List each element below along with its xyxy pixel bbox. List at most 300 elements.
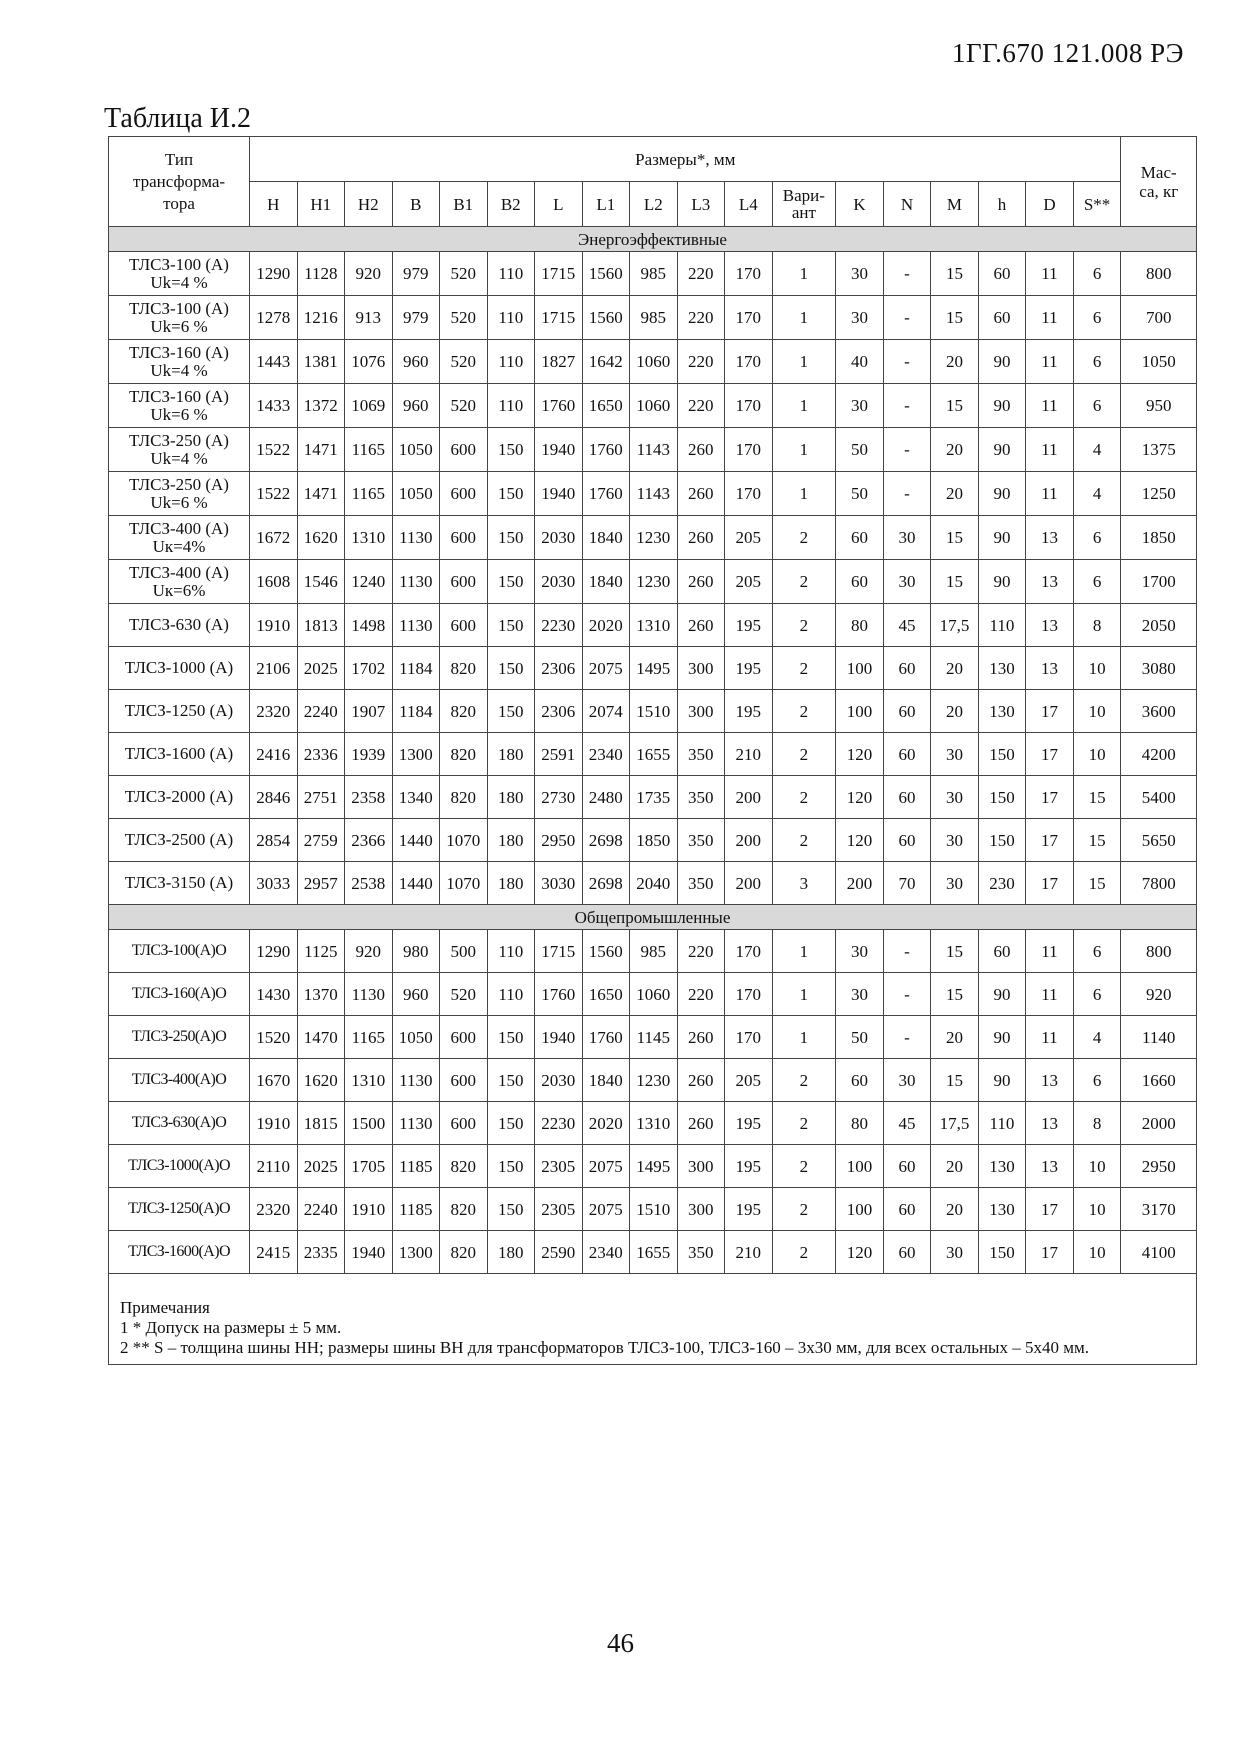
table-cell: 1145 — [630, 1016, 678, 1059]
table-cell: 17 — [1026, 776, 1074, 819]
table-cell: 1300 — [392, 1231, 440, 1274]
table-cell: 820 — [440, 690, 488, 733]
table-cell: 130 — [978, 647, 1026, 690]
table-cell: 2020 — [582, 1102, 630, 1145]
table-cell: 220 — [677, 384, 725, 428]
table-cell: 60 — [883, 1145, 931, 1188]
table-cell: 15 — [1073, 776, 1121, 819]
transformer-type: ТЛСЗ-1000 (А) — [109, 647, 250, 690]
table-cell: 1560 — [582, 296, 630, 340]
table-cell: 2230 — [535, 1102, 583, 1145]
table-cell: 600 — [440, 428, 488, 472]
table-cell: 1650 — [582, 384, 630, 428]
table-cell: 90 — [978, 560, 1026, 604]
table-cell: 2306 — [535, 690, 583, 733]
table-cell: 1813 — [297, 604, 345, 647]
table-cell: - — [883, 1016, 931, 1059]
table-cell: 100 — [836, 690, 884, 733]
table-cell: 1300 — [392, 733, 440, 776]
table-cell: 150 — [978, 1231, 1026, 1274]
table-cell: 820 — [440, 1188, 488, 1231]
table-cell: 2950 — [1121, 1145, 1196, 1188]
table-row — [109, 862, 1196, 905]
table-cell: - — [883, 973, 931, 1016]
table-cell: 1560 — [582, 252, 630, 296]
table-cell: 1735 — [630, 776, 678, 819]
table-cell: 2538 — [345, 862, 393, 905]
transformer-type: ТЛСЗ-400(А)О — [109, 1059, 250, 1102]
table-cell: 6 — [1073, 252, 1121, 296]
table-cell: 960 — [392, 973, 440, 1016]
table-cell: 2591 — [535, 733, 583, 776]
table-cell: 60 — [836, 560, 884, 604]
table-cell: 150 — [978, 733, 1026, 776]
table-cell: 2075 — [582, 1145, 630, 1188]
table-cell: 195 — [725, 647, 773, 690]
table-cell: 600 — [440, 1016, 488, 1059]
table-cell: 985 — [630, 252, 678, 296]
table-cell: 1 — [772, 973, 836, 1016]
table-cell: 1840 — [582, 1059, 630, 1102]
table-cell: 1560 — [582, 930, 630, 973]
table-body — [109, 227, 1196, 1274]
table-cell: 1250 — [1121, 472, 1196, 516]
table-cell: 1815 — [297, 1102, 345, 1145]
table-cell: 4200 — [1121, 733, 1196, 776]
table-cell: 520 — [440, 340, 488, 384]
table-cell: 1143 — [630, 472, 678, 516]
table-cell: 10 — [1073, 690, 1121, 733]
table-cell: 30 — [836, 252, 884, 296]
table-cell: 30 — [883, 516, 931, 560]
table-cell: 150 — [487, 516, 535, 560]
table-cell: 920 — [345, 930, 393, 973]
table-cell: 350 — [677, 733, 725, 776]
table-cell: 2305 — [535, 1188, 583, 1231]
table-cell: 1216 — [297, 296, 345, 340]
table-cell: 913 — [345, 296, 393, 340]
table-cell: 1165 — [345, 472, 393, 516]
table-cell: 1140 — [1121, 1016, 1196, 1059]
table-cell: 985 — [630, 296, 678, 340]
table-cell: 260 — [677, 472, 725, 516]
table-cell: 195 — [725, 1188, 773, 1231]
table-row — [109, 1145, 1196, 1188]
table-cell: 1670 — [250, 1059, 298, 1102]
table-cell: 150 — [487, 1102, 535, 1145]
table-cell: 2 — [772, 647, 836, 690]
table-cell: 820 — [440, 647, 488, 690]
table-cell: 800 — [1121, 930, 1196, 973]
table-row — [109, 384, 1196, 428]
table-cell: 2730 — [535, 776, 583, 819]
table-cell: 2 — [772, 604, 836, 647]
table-cell: 7800 — [1121, 862, 1196, 905]
table-cell: 120 — [836, 1231, 884, 1274]
table-cell: 1310 — [345, 1059, 393, 1102]
table-cell: 1130 — [392, 516, 440, 560]
table-cell: 10 — [1073, 733, 1121, 776]
table-cell: 170 — [725, 340, 773, 384]
table-cell: 260 — [677, 604, 725, 647]
table-cell: 1702 — [345, 647, 393, 690]
table-cell: 6 — [1073, 296, 1121, 340]
header-mass: Мас-са, кг — [1121, 137, 1196, 227]
header-col: L — [535, 182, 583, 227]
table-cell: 520 — [440, 973, 488, 1016]
table-cell: 30 — [883, 1059, 931, 1102]
transformer-type: ТЛСЗ-1250(А)О — [109, 1188, 250, 1231]
table-cell: 1907 — [345, 690, 393, 733]
table-cell: 2759 — [297, 819, 345, 862]
table-cell: 11 — [1026, 1016, 1074, 1059]
table-cell: 1655 — [630, 1231, 678, 1274]
table-cell: 1510 — [630, 690, 678, 733]
table-cell: 2340 — [582, 1231, 630, 1274]
table-cell: 820 — [440, 1145, 488, 1188]
table-cell: 220 — [677, 930, 725, 973]
header-col: H — [250, 182, 298, 227]
transformer-type: ТЛСЗ-2000 (А) — [109, 776, 250, 819]
table-cell: 90 — [978, 1059, 1026, 1102]
table-cell: 500 — [440, 930, 488, 973]
table-cell: 2030 — [535, 1059, 583, 1102]
table-cell: 2751 — [297, 776, 345, 819]
table-cell: 1500 — [345, 1102, 393, 1145]
table-cell: 1230 — [630, 560, 678, 604]
transformer-type: ТЛСЗ-100 (А) Uk=4 % — [109, 252, 250, 296]
table-cell: 170 — [725, 930, 773, 973]
table-cell: 4100 — [1121, 1231, 1196, 1274]
table-cell: 1070 — [440, 819, 488, 862]
table-cell: 1375 — [1121, 428, 1196, 472]
table-cell: 1130 — [345, 973, 393, 1016]
table-cell: 90 — [978, 340, 1026, 384]
table-cell: 2 — [772, 1231, 836, 1274]
table-cell: 20 — [931, 1188, 979, 1231]
table-cell: 180 — [487, 819, 535, 862]
table-cell: 150 — [978, 776, 1026, 819]
table-cell: 17 — [1026, 690, 1074, 733]
table-cell: 11 — [1026, 472, 1074, 516]
table-cell: 700 — [1121, 296, 1196, 340]
table-cell: 150 — [487, 1016, 535, 1059]
table-cell: 1290 — [250, 252, 298, 296]
table-cell: 600 — [440, 560, 488, 604]
table-cell: 300 — [677, 647, 725, 690]
table-cell: 180 — [487, 733, 535, 776]
table-cell: 130 — [978, 1145, 1026, 1188]
table-cell: - — [883, 252, 931, 296]
table-cell: 60 — [836, 516, 884, 560]
table-cell: 2 — [772, 1102, 836, 1145]
table-cell: 110 — [487, 973, 535, 1016]
table-cell: 90 — [978, 1016, 1026, 1059]
table-cell: 1230 — [630, 1059, 678, 1102]
table-cell: 1130 — [392, 604, 440, 647]
table-row — [109, 472, 1196, 516]
table-cell: 1310 — [630, 1102, 678, 1145]
header-col: Вари-ант — [772, 182, 836, 227]
table-cell: 195 — [725, 690, 773, 733]
table-cell: - — [883, 296, 931, 340]
table-row — [109, 516, 1196, 560]
table-cell: 1 — [772, 384, 836, 428]
table-cell: 6 — [1073, 516, 1121, 560]
header-sizes: Размеры*, мм — [250, 137, 1121, 182]
table-cell: 20 — [931, 472, 979, 516]
dimensions-table-frame — [108, 136, 1197, 1365]
table-row — [109, 776, 1196, 819]
table-cell: 15 — [1073, 819, 1121, 862]
table-cell: 950 — [1121, 384, 1196, 428]
table-row — [109, 1188, 1196, 1231]
table-cell: 100 — [836, 1188, 884, 1231]
transformer-type: ТЛСЗ-250 (А) Uk=6 % — [109, 472, 250, 516]
table-cell: 13 — [1026, 647, 1074, 690]
table-cell: 15 — [931, 296, 979, 340]
table-cell: 2336 — [297, 733, 345, 776]
table-cell: 6 — [1073, 1059, 1121, 1102]
table-cell: 205 — [725, 1059, 773, 1102]
table-cell: 300 — [677, 690, 725, 733]
table-cell: 260 — [677, 1059, 725, 1102]
table-header — [109, 137, 1196, 227]
table-cell: 5650 — [1121, 819, 1196, 862]
table-cell: 1498 — [345, 604, 393, 647]
table-cell: 30 — [931, 776, 979, 819]
transformer-type: ТЛСЗ-1250 (А) — [109, 690, 250, 733]
table-cell: 1130 — [392, 1059, 440, 1102]
table-cell: 60 — [883, 1188, 931, 1231]
table-cell: 1165 — [345, 1016, 393, 1059]
transformer-type: ТЛСЗ-250(А)О — [109, 1016, 250, 1059]
table-cell: 170 — [725, 1016, 773, 1059]
header-col: L2 — [630, 182, 678, 227]
table-cell: 2040 — [630, 862, 678, 905]
table-cell: 30 — [883, 560, 931, 604]
table-cell: 2 — [772, 733, 836, 776]
table-cell: 60 — [883, 733, 931, 776]
header-col: S** — [1073, 182, 1121, 227]
table-cell: 2854 — [250, 819, 298, 862]
table-cell: 1440 — [392, 862, 440, 905]
table-cell: 3033 — [250, 862, 298, 905]
table-cell: 2957 — [297, 862, 345, 905]
table-cell: 200 — [836, 862, 884, 905]
table-cell: 2698 — [582, 819, 630, 862]
table-cell: 60 — [978, 252, 1026, 296]
table-cell: 30 — [836, 930, 884, 973]
table-row — [109, 1231, 1196, 1274]
table-cell: 2306 — [535, 647, 583, 690]
table-cell: 60 — [883, 819, 931, 862]
note-1: 1 * Допуск на размеры ± 5 мм. — [120, 1318, 342, 1337]
table-cell: 20 — [931, 428, 979, 472]
table-cell: 2590 — [535, 1231, 583, 1274]
table-row — [109, 690, 1196, 733]
table-cell: 260 — [677, 1102, 725, 1145]
header-type: Тип трансформа-тора — [109, 137, 250, 227]
table-cell: 1672 — [250, 516, 298, 560]
table-cell: 170 — [725, 252, 773, 296]
transformer-type: ТЛСЗ-160 (А) Uk=6 % — [109, 384, 250, 428]
table-cell: 17,5 — [931, 1102, 979, 1145]
table-cell: - — [883, 340, 931, 384]
header-col: K — [836, 182, 884, 227]
table-cell: 600 — [440, 516, 488, 560]
table-row — [109, 819, 1196, 862]
table-cell: 1 — [772, 428, 836, 472]
table-cell: 90 — [978, 973, 1026, 1016]
table-cell: 110 — [487, 930, 535, 973]
table-cell: 1760 — [582, 472, 630, 516]
table-cell: 1185 — [392, 1188, 440, 1231]
transformer-type: ТЛСЗ-100 (А) Uk=6 % — [109, 296, 250, 340]
table-cell: 120 — [836, 733, 884, 776]
table-cell: 4 — [1073, 472, 1121, 516]
table-cell: 170 — [725, 296, 773, 340]
table-cell: 17,5 — [931, 604, 979, 647]
table-cell: 2698 — [582, 862, 630, 905]
table-cell: 1050 — [392, 428, 440, 472]
table-cell: 1840 — [582, 516, 630, 560]
table-cell: 10 — [1073, 1145, 1121, 1188]
table-cell: 1370 — [297, 973, 345, 1016]
table-cell: 350 — [677, 819, 725, 862]
table-cell: 195 — [725, 1102, 773, 1145]
transformer-type: ТЛСЗ-100(А)О — [109, 930, 250, 973]
table-cell: 1130 — [392, 1102, 440, 1145]
table-cell: 90 — [978, 472, 1026, 516]
table-cell: 11 — [1026, 340, 1074, 384]
table-cell: 150 — [487, 560, 535, 604]
table-cell: 1715 — [535, 296, 583, 340]
table-cell: 260 — [677, 560, 725, 604]
table-cell: 60 — [836, 1059, 884, 1102]
table-cell: 1910 — [250, 604, 298, 647]
table-cell: 2335 — [297, 1231, 345, 1274]
table-cell: 1471 — [297, 472, 345, 516]
table-cell: 15 — [931, 1059, 979, 1102]
table-cell: 13 — [1026, 1059, 1074, 1102]
table-cell: 979 — [392, 296, 440, 340]
transformer-type: ТЛСЗ-1600 (А) — [109, 733, 250, 776]
table-cell: 1440 — [392, 819, 440, 862]
table-cell: 60 — [978, 296, 1026, 340]
table-row — [109, 1059, 1196, 1102]
table-cell: 13 — [1026, 560, 1074, 604]
section-title: Энергоэффективные — [109, 227, 1196, 252]
table-cell: 220 — [677, 340, 725, 384]
table-cell: 60 — [978, 930, 1026, 973]
table-cell: 17 — [1026, 1231, 1074, 1274]
table-cell: 2025 — [297, 1145, 345, 1188]
table-cell: 2230 — [535, 604, 583, 647]
table-cell: 1642 — [582, 340, 630, 384]
section-row — [109, 905, 1196, 930]
table-cell: 50 — [836, 1016, 884, 1059]
header-col: h — [978, 182, 1026, 227]
table-row — [109, 428, 1196, 472]
table-cell: 70 — [883, 862, 931, 905]
table-cell: 260 — [677, 428, 725, 472]
table-cell: 110 — [487, 384, 535, 428]
table-cell: 1760 — [582, 1016, 630, 1059]
header-col: B1 — [440, 182, 488, 227]
table-cell: 110 — [978, 1102, 1026, 1145]
table-cell: 920 — [345, 252, 393, 296]
table-cell: 170 — [725, 384, 773, 428]
table-cell: 2075 — [582, 1188, 630, 1231]
table-cell: 11 — [1026, 252, 1074, 296]
table-cell: 100 — [836, 647, 884, 690]
section-title: Общепромышленные — [109, 905, 1196, 930]
transformer-type: ТЛСЗ-400 (А) Uк=6% — [109, 560, 250, 604]
table-cell: 6 — [1073, 340, 1121, 384]
table-cell: 1143 — [630, 428, 678, 472]
table-cell: 30 — [931, 819, 979, 862]
table-cell: 1 — [772, 1016, 836, 1059]
table-cell: 150 — [487, 428, 535, 472]
table-cell: 10 — [1073, 1188, 1121, 1231]
transformer-type: ТЛСЗ-630(А)О — [109, 1102, 250, 1145]
transformer-type: ТЛСЗ-630 (А) — [109, 604, 250, 647]
table-cell: 1940 — [535, 1016, 583, 1059]
table-cell: 17 — [1026, 1188, 1074, 1231]
table-row — [109, 604, 1196, 647]
table-row — [109, 973, 1196, 1016]
table-cell: 350 — [677, 1231, 725, 1274]
table-cell: 1940 — [345, 1231, 393, 1274]
table-cell: 50 — [836, 472, 884, 516]
table-cell: 230 — [978, 862, 1026, 905]
table-cell: 150 — [487, 472, 535, 516]
table-row — [109, 733, 1196, 776]
table-cell: 600 — [440, 1102, 488, 1145]
table-cell: 1060 — [630, 973, 678, 1016]
table-cell: 110 — [978, 604, 1026, 647]
table-cell: 195 — [725, 1145, 773, 1188]
table-cell: 1705 — [345, 1145, 393, 1188]
table-cell: 1443 — [250, 340, 298, 384]
table-cell: 2074 — [582, 690, 630, 733]
table-cell: 2110 — [250, 1145, 298, 1188]
table-cell: 1510 — [630, 1188, 678, 1231]
table-cell: 150 — [978, 819, 1026, 862]
table-row — [109, 340, 1196, 384]
page-number: 46 — [607, 1628, 634, 1658]
table-cell: 90 — [978, 384, 1026, 428]
table-cell: 2 — [772, 819, 836, 862]
table-cell: 1495 — [630, 647, 678, 690]
table-cell: 1715 — [535, 252, 583, 296]
table-cell: 20 — [931, 1016, 979, 1059]
table-cell: 1185 — [392, 1145, 440, 1188]
table-cell: 1070 — [440, 862, 488, 905]
table-cell: 2320 — [250, 1188, 298, 1231]
table-cell: 600 — [440, 1059, 488, 1102]
table-cell: 2950 — [535, 819, 583, 862]
table-cell: 13 — [1026, 1145, 1074, 1188]
transformer-type: ТЛСЗ-160(А)О — [109, 973, 250, 1016]
table-cell: 1050 — [1121, 340, 1196, 384]
table-cell: 1620 — [297, 1059, 345, 1102]
header-col: D — [1026, 182, 1074, 227]
table-cell: 17 — [1026, 819, 1074, 862]
table-cell: 1850 — [630, 819, 678, 862]
table-cell: 1940 — [535, 472, 583, 516]
